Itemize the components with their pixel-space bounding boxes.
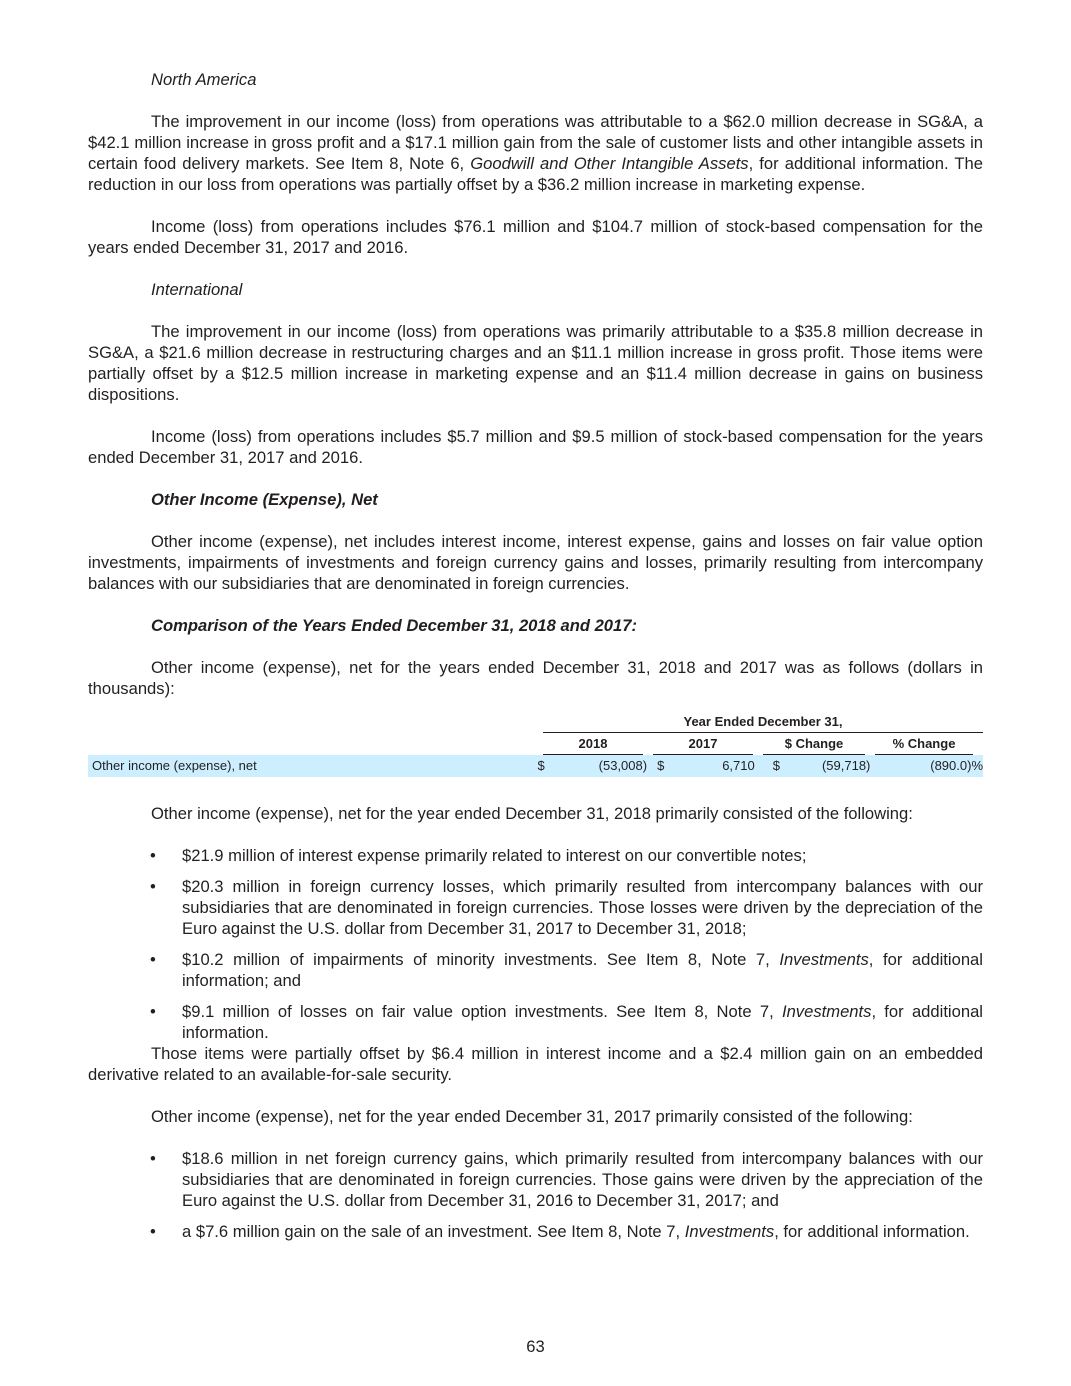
column-header-percent-change: % Change — [875, 733, 973, 755]
document-body — [88, 69, 983, 1252]
bullet: • — [150, 1002, 156, 1021]
list-2018 — [88, 845, 983, 1043]
text: , for additional information. The reduction in our loss from operations was partially offset by a $36.2 million increase in marketing expense. — [88, 154, 983, 194]
currency-symbol: $ — [657, 758, 665, 773]
list-item — [88, 1221, 983, 1242]
other-income-heading: Other Income (Expense), Net — [151, 490, 378, 509]
text: $9.1 million of losses on fair value option investments. See Item 8, Note 7, — [182, 1002, 782, 1021]
bullet: • — [150, 1222, 156, 1241]
comparison-intro: Other income (expense), net for the years ended December 31, 2018 and 2017 was as follows (dollars in thousands): — [88, 658, 983, 698]
goodwill-reference: Goodwill and Other Intangible Assets — [470, 154, 749, 173]
row-label: Other income (expense), net — [92, 758, 257, 773]
currency-symbol: $ — [537, 758, 545, 773]
international-paragraph-1: The improvement in our income (loss) from operations was primarily attributable to a $35.8 million decrease in SG&A, a $21.6 million decrease in restructuring charges and an $11.1 million increase in gross profit. Those items were partially offset by a $12.5 million increase in marketing expense and an $11.4 million decrease in gains on business dispositions. — [88, 322, 983, 404]
table-group-header: Year Ended December 31, — [543, 711, 983, 733]
value-percent-change: (890.0)% — [930, 758, 983, 773]
text: , for additional information. — [774, 1222, 970, 1241]
table-column-headers — [88, 733, 983, 755]
column-header-dollar-change: $ Change — [763, 733, 865, 755]
comparison-heading: Comparison of the Years Ended December 31, 2018 and 2017: — [151, 616, 638, 635]
text: , for additional information; and — [182, 950, 983, 990]
list-item — [88, 845, 983, 866]
investments-reference: Investments — [779, 950, 869, 969]
text: $18.6 million in net foreign currency gains, which primarily resulted from intercompany balances with our subsidiaries that are denominated in foreign currencies. Those gains were driven by the appreciation of the Euro against the U.S. dollar from December 31, 2016 to December 31, 2017; and — [182, 1149, 983, 1210]
investments-reference: Investments — [781, 1002, 872, 1021]
bullet: • — [150, 1149, 156, 1168]
list-item — [88, 1148, 983, 1211]
list-2018-offset: Those items were partially offset by $6.4 million in interest income and a $2.4 million gain on an embedded derivative related to an available-for-sale security. — [88, 1044, 983, 1084]
list-item — [88, 876, 983, 939]
value-dollar-change: (59,718) — [821, 758, 871, 773]
international-heading: International — [151, 280, 243, 299]
list-2017 — [88, 1148, 983, 1242]
value-2018: (53,008) — [598, 758, 648, 773]
text: $21.9 million of interest expense primarily related to interest on our convertible notes; — [182, 846, 807, 865]
column-header-2018: 2018 — [543, 733, 643, 755]
north-america-heading: North America — [151, 70, 257, 89]
list-item — [88, 1001, 983, 1043]
column-header-2017: 2017 — [653, 733, 753, 755]
list-item — [88, 949, 983, 991]
bullet: • — [150, 846, 156, 865]
other-income-paragraph: Other income (expense), net includes interest income, interest expense, gains and losses on fair value option investments, impairments of investments and foreign currency gains and losses, primarily resulting from intercompany balances with our subsidiaries that are denominated in foreign currencies. — [88, 532, 983, 593]
international-paragraph-2: Income (loss) from operations includes $5.7 million and $9.5 million of stock-based compensation for the years ended December 31, 2017 and 2016. — [88, 427, 983, 467]
list-2017-intro: Other income (expense), net for the year ended December 31, 2017 primarily consisted of the following: — [151, 1107, 913, 1126]
north-america-paragraph-2: Income (loss) from operations includes $76.1 million and $104.7 million of stock-based compensation for the years ended December 31, 2017 and 2016. — [88, 217, 983, 257]
other-income-table — [88, 711, 983, 777]
text: $20.3 million in foreign currency losses, which primarily resulted from intercompany balances with our subsidiaries that are denominated in foreign currencies. Those losses were driven by the depreciation of the Euro against the U.S. dollar from December 31, 2017 to December 31, 2018; — [182, 877, 983, 938]
table-row — [88, 755, 983, 777]
value-2017: 6,710 — [722, 758, 755, 773]
text: The improvement in our income (loss) from operations was attributable to a $62.0 million decrease in SG&A, a $42.1 million increase in gross profit and a $17.1 million gain from the sale of customer lists and other intangible assets in certain food delivery markets. See Item 8, Note 6, — [88, 112, 983, 173]
text: a $7.6 million gain on the sale of an investment. See Item 8, Note 7, — [182, 1222, 685, 1241]
bullet: • — [150, 877, 156, 896]
currency-symbol: $ — [772, 758, 780, 773]
text: $10.2 million of impairments of minority investments. See Item 8, Note 7, — [182, 950, 780, 969]
list-2018-intro: Other income (expense), net for the year ended December 31, 2018 primarily consisted of the following: — [151, 804, 913, 823]
investments-reference: Investments — [684, 1222, 775, 1241]
bullet: • — [150, 950, 156, 969]
text: , for additional information. — [182, 1002, 983, 1042]
page-number: 63 — [526, 1337, 545, 1356]
north-america-paragraph-1 — [88, 111, 983, 195]
